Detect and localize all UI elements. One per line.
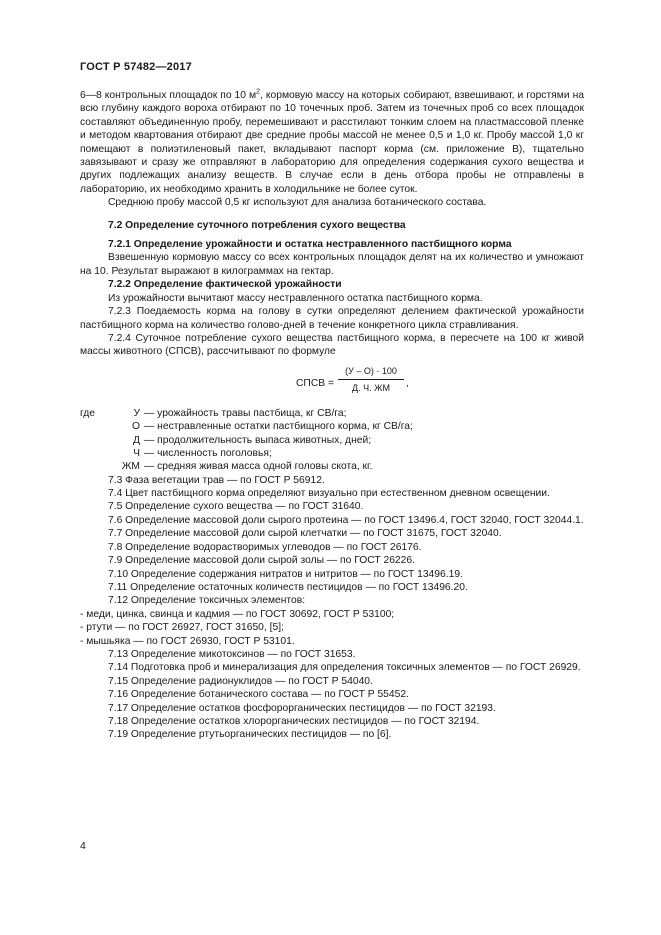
list-item: 7.8 Определение водорастворимых углеводов — по ГОСТ 26176.	[108, 541, 422, 553]
formula-denominator: Д. Ч. ЖМ	[352, 382, 390, 393]
section-7-2-2-heading: 7.2.2 Определение фактической урожайности	[108, 279, 342, 291]
intro-text-a: 6—8 контрольных площадок по 10 м	[80, 90, 257, 101]
formula-numerator: (У – О) · 100	[345, 365, 397, 376]
list-item: 7.18 Определение остатков хлорорганических пестицидов — по ГОСТ 32194.	[108, 715, 480, 727]
legend-row	[80, 420, 584, 433]
spsv-formula	[80, 365, 584, 403]
list-item: 7.17 Определение остатков фосфорорганических пестицидов — по ГОСТ 32193.	[108, 702, 496, 714]
list-item: 7.4 Цвет пастбищного корма определяют визуально при естественном дневном освещении.	[108, 488, 550, 500]
page-number: 4	[80, 840, 86, 852]
legend-text: — урожайность травы пастбища, кг СВ/га;	[144, 407, 347, 419]
legend-text: — нестравленные остатки пастбищного корма, кг СВ/га;	[144, 421, 413, 433]
formula-lhs: СПСВ	[296, 377, 326, 389]
section-7-2-1-text: Взвешенную кормовую массу со всех контрольных площадок делят на их количество и умножают на 10. Результат выражают в килограммах на гектар.	[80, 252, 584, 277]
legend-text: — средняя живая масса одной головы скота, кг.	[144, 461, 373, 473]
list-item: 7.5 Определение сухого вещества — по ГОСТ 31640.	[108, 501, 364, 513]
list-item: 7.9 Определение массовой доли сырой золы — по ГОСТ 26226.	[108, 555, 415, 567]
section-7-2-4-text: 7.2.4 Суточное потребление сухого вещества пастбищного корма, в пересчете на 100 кг живой массы животного (СПСВ), рассчитывают по формуле	[80, 332, 584, 358]
list-item: 7.19 Определение ртутьорганических пестицидов — по [6].	[108, 729, 392, 741]
legend-symbol: Ч	[133, 447, 140, 459]
list-item: 7.12 Определение токсичных элементов:	[108, 595, 306, 607]
list-subitem: - мышьяка — по ГОСТ 26930, ГОСТ Р 53101.	[80, 635, 295, 647]
fraction-bar	[338, 379, 404, 380]
list-item: 7.3 Фаза вегетации трав — по ГОСТ Р 56912.	[108, 474, 325, 486]
intro-text-b: , кормовую массу на которых собирают, взвешивают, и горстями на всю глубину каждого вороха отбирают по 10 точечных проб. Затем из точечных проб со всех площадок составляют объединенную пробу, перемешивают и расстилают тонким слоем на пластмассовой пленке и методом квартования отбирают две средние пробы массой не менее 0,5 и 1,0 кг. Пробу массой 1,0 кг помещают в полиэтиленовый пакет, вкладывают паспорт корма (см. приложение В), тщательно завязывают и сразу же отправляют в лабораторию для определения содержания сухого вещества и других подлежащих анализу веществ. В случае если в день отбора пробы не отправлены в лабораторию, их необходимо хранить в холодильнике не более суток.	[80, 90, 584, 195]
list-item: 7.13 Определение микотоксинов — по ГОСТ 31653.	[108, 648, 356, 660]
intro-paragraph	[80, 89, 584, 196]
list-item: 7.6 Определение массовой доли сырого протеина — по ГОСТ 13496.4, ГОСТ 32040, ГОСТ 32044.1.	[108, 514, 584, 526]
legend-row	[80, 434, 584, 447]
legend-text: — численность поголовья;	[144, 447, 272, 459]
section-7-2-3-text: 7.2.3 Поедаемость корма на голову в сутки определяют делением фактической урожайности пастбищного корма на количество голово-дней в течение конкретного цикла стравливания.	[80, 306, 584, 331]
formula-legend	[80, 407, 584, 474]
formula-trailing-comma: ,	[406, 377, 409, 389]
formula-equals: =	[328, 377, 335, 389]
list-subitem: - меди, цинка, свинца и кадмия — по ГОСТ 30692, ГОСТ Р 53100;	[80, 608, 395, 620]
section-7-2-2-text: Из урожайности вычитают массу нестравленного остатка пастбищного корма.	[108, 292, 483, 304]
section-7-2-1-heading: 7.2.1 Определение урожайности и остатка нестравленного пастбищного корма	[108, 239, 512, 251]
legend-symbol: У	[133, 407, 140, 419]
document-header: ГОСТ Р 57482—2017	[80, 61, 192, 73]
list-item: 7.16 Определение ботанического состава — по ГОСТ Р 55452.	[108, 689, 409, 701]
legend-symbol: ЖМ	[121, 461, 140, 473]
legend-symbol: Д	[133, 434, 140, 446]
document-body	[80, 89, 584, 742]
legend-row	[80, 407, 584, 420]
list-item: 7.14 Подготовка проб и минерализация для определения токсичных элементов — по ГОСТ 26929.	[108, 662, 581, 674]
list-subitem: - ртути — по ГОСТ 26927, ГОСТ 31650, [5];	[80, 622, 284, 634]
legend-row	[80, 447, 584, 460]
formula-fraction	[338, 365, 404, 394]
legend-row	[80, 460, 584, 473]
intro-paragraph-2: Среднюю пробу массой 0,5 кг используют для анализа ботанического состава.	[108, 197, 487, 209]
list-item: 7.7 Определение массовой доли сырой клетчатки — по ГОСТ 31675, ГОСТ 32040.	[108, 528, 502, 540]
section-7-2-heading: 7.2 Определение суточного потребления сухого вещества	[108, 219, 406, 231]
methods-list	[80, 474, 584, 742]
legend-text: — продолжительность выпаса животных, дней;	[144, 434, 372, 446]
list-item: 7.10 Определение содержания нитратов и нитритов — по ГОСТ 13496.19.	[108, 568, 463, 580]
legend-lead: где	[80, 407, 96, 419]
intro-superscript: 2	[256, 88, 261, 96]
legend-symbol: О	[131, 421, 140, 433]
list-item: 7.11 Определение остаточных количеств пестицидов — по ГОСТ 13496.20.	[108, 581, 468, 593]
list-item: 7.15 Определение радионуклидов — по ГОСТ Р 54040.	[108, 675, 373, 687]
